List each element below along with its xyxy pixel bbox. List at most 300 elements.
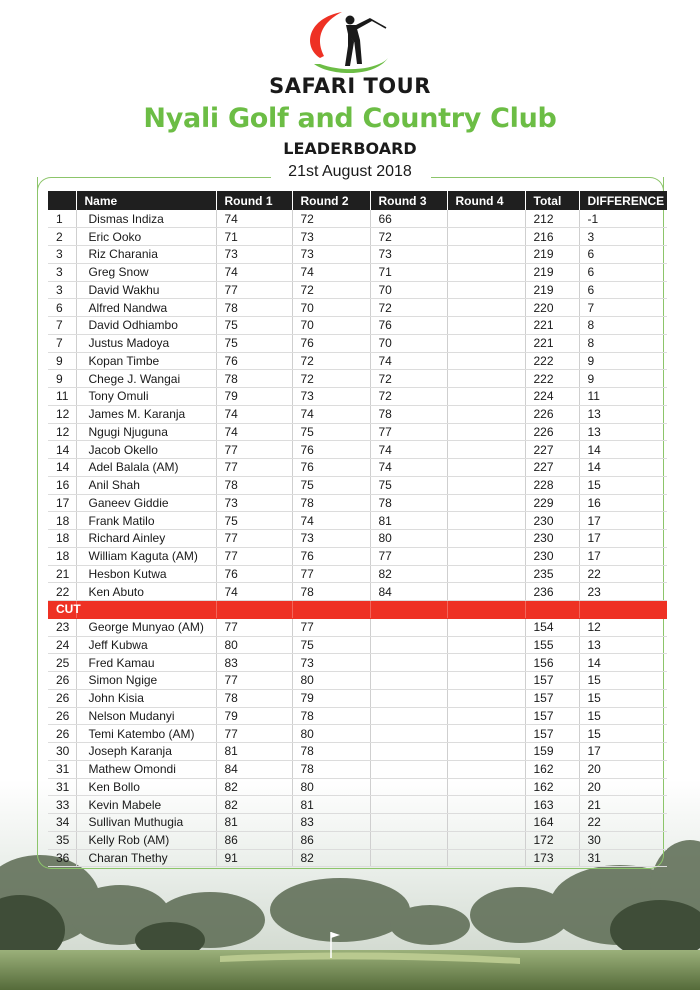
cell-difference: 17 xyxy=(579,743,667,761)
col-total: Total xyxy=(525,191,579,210)
cell-name: Temi Katembo (AM) xyxy=(76,725,216,743)
cell-difference: 6 xyxy=(579,281,667,299)
cell-difference: 13 xyxy=(579,636,667,654)
cell-round-2: 73 xyxy=(292,228,370,246)
table-row xyxy=(48,547,667,565)
cell-round-3: 78 xyxy=(370,405,447,423)
cell-round-1: 73 xyxy=(216,494,292,512)
cut-cell xyxy=(216,601,292,619)
cell-round-3 xyxy=(370,725,447,743)
cell-round-2: 75 xyxy=(292,636,370,654)
cell-round-3: 75 xyxy=(370,476,447,494)
cell-round-2: 73 xyxy=(292,530,370,548)
table-row xyxy=(48,565,667,583)
cell-round-3 xyxy=(370,743,447,761)
cell-round-2: 80 xyxy=(292,672,370,690)
cell-round-3 xyxy=(370,849,447,867)
cell-round-1: 78 xyxy=(216,476,292,494)
golfer-swing-logo-icon xyxy=(290,6,410,80)
cell-difference: 12 xyxy=(579,618,667,636)
cut-cell xyxy=(76,601,216,619)
cut-cell xyxy=(292,601,370,619)
cell-position: 12 xyxy=(48,423,76,441)
cell-position: 18 xyxy=(48,530,76,548)
cell-round-1: 78 xyxy=(216,689,292,707)
cell-total: 212 xyxy=(525,210,579,228)
cell-total: 157 xyxy=(525,689,579,707)
cell-round-2: 73 xyxy=(292,246,370,264)
table-row xyxy=(48,654,667,672)
frame-corner-left xyxy=(37,177,271,191)
cell-round-3 xyxy=(370,814,447,832)
cut-cell xyxy=(525,601,579,619)
cell-round-3 xyxy=(370,672,447,690)
cell-difference: 6 xyxy=(579,246,667,264)
cell-round-2: 73 xyxy=(292,654,370,672)
cell-round-1: 79 xyxy=(216,707,292,725)
cell-round-1: 78 xyxy=(216,299,292,317)
table-row xyxy=(48,441,667,459)
cell-round-1: 74 xyxy=(216,263,292,281)
cell-round-3: 74 xyxy=(370,352,447,370)
table-row xyxy=(48,689,667,707)
cell-round-2: 79 xyxy=(292,689,370,707)
cell-round-2: 73 xyxy=(292,388,370,406)
cell-round-3: 73 xyxy=(370,246,447,264)
cell-round-1: 71 xyxy=(216,228,292,246)
cell-difference: 16 xyxy=(579,494,667,512)
cell-round-4 xyxy=(447,547,525,565)
cell-name: David Wakhu xyxy=(76,281,216,299)
cell-round-4 xyxy=(447,352,525,370)
cell-round-4 xyxy=(447,423,525,441)
cell-round-3: 74 xyxy=(370,459,447,477)
cell-total: 219 xyxy=(525,281,579,299)
cell-round-1: 77 xyxy=(216,618,292,636)
cell-round-2: 75 xyxy=(292,423,370,441)
cell-name: Alfred Nandwa xyxy=(76,299,216,317)
cell-total: 154 xyxy=(525,618,579,636)
cell-round-4 xyxy=(447,814,525,832)
cell-total: 162 xyxy=(525,778,579,796)
cell-round-4 xyxy=(447,672,525,690)
cell-total: 224 xyxy=(525,388,579,406)
cell-difference: 3 xyxy=(579,228,667,246)
cell-total: 172 xyxy=(525,831,579,849)
cell-round-4 xyxy=(447,689,525,707)
cell-difference: 13 xyxy=(579,423,667,441)
cell-difference: 17 xyxy=(579,547,667,565)
cell-round-4 xyxy=(447,494,525,512)
cell-round-3 xyxy=(370,654,447,672)
cell-round-3: 66 xyxy=(370,210,447,228)
cell-round-1: 77 xyxy=(216,530,292,548)
cell-round-4 xyxy=(447,388,525,406)
cell-round-1: 80 xyxy=(216,636,292,654)
cell-round-2: 72 xyxy=(292,210,370,228)
cell-round-3: 72 xyxy=(370,388,447,406)
cell-total: 222 xyxy=(525,370,579,388)
cell-name: Ngugi Njuguna xyxy=(76,423,216,441)
cell-round-1: 82 xyxy=(216,796,292,814)
cell-name: Justus Madoya xyxy=(76,334,216,352)
cell-round-4 xyxy=(447,618,525,636)
cell-total: 173 xyxy=(525,849,579,867)
club-title: Nyali Golf and Country Club xyxy=(143,103,557,134)
cell-round-4 xyxy=(447,654,525,672)
cell-round-1: 76 xyxy=(216,352,292,370)
cell-difference: 6 xyxy=(579,263,667,281)
cell-difference: 15 xyxy=(579,707,667,725)
table-row xyxy=(48,263,667,281)
cell-round-3 xyxy=(370,778,447,796)
col-round-4: Round 4 xyxy=(447,191,525,210)
cell-position: 31 xyxy=(48,760,76,778)
table-row xyxy=(48,246,667,264)
table-row xyxy=(48,707,667,725)
col-difference: DIFFERENCE xyxy=(579,191,667,210)
cell-name: Fred Kamau xyxy=(76,654,216,672)
cell-round-2: 74 xyxy=(292,512,370,530)
cell-position: 18 xyxy=(48,547,76,565)
col-name: Name xyxy=(76,191,216,210)
cell-difference: 13 xyxy=(579,405,667,423)
cell-round-3 xyxy=(370,618,447,636)
cell-difference: 23 xyxy=(579,583,667,601)
cell-round-3: 77 xyxy=(370,423,447,441)
cell-position: 3 xyxy=(48,263,76,281)
cell-round-2: 74 xyxy=(292,263,370,281)
cell-round-4 xyxy=(447,831,525,849)
cell-round-2: 72 xyxy=(292,352,370,370)
cell-round-2: 70 xyxy=(292,299,370,317)
cell-name: Nelson Mudanyi xyxy=(76,707,216,725)
cell-round-3: 80 xyxy=(370,530,447,548)
cell-round-3: 76 xyxy=(370,317,447,335)
cell-round-3: 77 xyxy=(370,547,447,565)
cell-round-2: 78 xyxy=(292,583,370,601)
cell-round-3 xyxy=(370,831,447,849)
cell-position: 12 xyxy=(48,405,76,423)
cell-round-3 xyxy=(370,707,447,725)
cell-name: Kopan Timbe xyxy=(76,352,216,370)
cell-round-4 xyxy=(447,636,525,654)
cell-total: 220 xyxy=(525,299,579,317)
cell-name: Tony Omuli xyxy=(76,388,216,406)
table-row xyxy=(48,370,667,388)
cell-name: Kelly Rob (AM) xyxy=(76,831,216,849)
cell-round-2: 76 xyxy=(292,441,370,459)
cell-total: 156 xyxy=(525,654,579,672)
cell-round-2: 74 xyxy=(292,405,370,423)
table-row xyxy=(48,476,667,494)
cell-round-1: 73 xyxy=(216,246,292,264)
cell-round-1: 77 xyxy=(216,672,292,690)
cell-total: 219 xyxy=(525,263,579,281)
cell-round-4 xyxy=(447,281,525,299)
table-row xyxy=(48,281,667,299)
cell-position: 9 xyxy=(48,352,76,370)
cell-position: 1 xyxy=(48,210,76,228)
cell-round-1: 81 xyxy=(216,814,292,832)
cell-position: 7 xyxy=(48,334,76,352)
cell-round-1: 74 xyxy=(216,405,292,423)
cell-name: Riz Charania xyxy=(76,246,216,264)
cell-position: 11 xyxy=(48,388,76,406)
cell-position: 34 xyxy=(48,814,76,832)
cell-total: 226 xyxy=(525,405,579,423)
cell-round-4 xyxy=(447,743,525,761)
cell-round-4 xyxy=(447,476,525,494)
cell-position: 16 xyxy=(48,476,76,494)
brand-name: SAFARI TOUR xyxy=(269,74,431,98)
cell-round-4 xyxy=(447,725,525,743)
frame-corner-right xyxy=(431,177,664,191)
cell-round-1: 77 xyxy=(216,459,292,477)
cell-difference: 17 xyxy=(579,512,667,530)
cell-difference: 9 xyxy=(579,370,667,388)
cell-difference: 11 xyxy=(579,388,667,406)
cut-cell xyxy=(447,601,525,619)
table-row xyxy=(48,831,667,849)
cell-name: Sullivan Muthugia xyxy=(76,814,216,832)
cell-position: 33 xyxy=(48,796,76,814)
cell-total: 236 xyxy=(525,583,579,601)
cell-round-4 xyxy=(447,370,525,388)
cell-total: 230 xyxy=(525,530,579,548)
cell-position: 31 xyxy=(48,778,76,796)
cell-difference: 14 xyxy=(579,459,667,477)
table-row xyxy=(48,814,667,832)
cell-total: 229 xyxy=(525,494,579,512)
cell-position: 26 xyxy=(48,707,76,725)
cell-round-4 xyxy=(447,760,525,778)
cell-round-2: 80 xyxy=(292,725,370,743)
cell-name: Richard Ainley xyxy=(76,530,216,548)
cell-round-4 xyxy=(447,334,525,352)
cell-position: 17 xyxy=(48,494,76,512)
cell-position: 3 xyxy=(48,246,76,264)
cell-round-1: 76 xyxy=(216,565,292,583)
cell-round-3: 70 xyxy=(370,281,447,299)
table-row xyxy=(48,796,667,814)
cell-total: 164 xyxy=(525,814,579,832)
cell-round-2: 76 xyxy=(292,459,370,477)
col-round-3: Round 3 xyxy=(370,191,447,210)
cell-position: 14 xyxy=(48,441,76,459)
cell-round-4 xyxy=(447,317,525,335)
table-row xyxy=(48,512,667,530)
cell-round-2: 82 xyxy=(292,849,370,867)
table-row xyxy=(48,725,667,743)
cell-difference: 15 xyxy=(579,672,667,690)
cell-round-4 xyxy=(447,565,525,583)
cell-round-3: 81 xyxy=(370,512,447,530)
cell-name: James M. Karanja xyxy=(76,405,216,423)
cell-round-3: 78 xyxy=(370,494,447,512)
cell-round-1: 83 xyxy=(216,654,292,672)
cell-round-3: 71 xyxy=(370,263,447,281)
cell-name: Adel Balala (AM) xyxy=(76,459,216,477)
cell-total: 222 xyxy=(525,352,579,370)
cell-round-2: 81 xyxy=(292,796,370,814)
cell-round-4 xyxy=(447,530,525,548)
cell-total: 155 xyxy=(525,636,579,654)
cell-position: 23 xyxy=(48,618,76,636)
cell-round-2: 78 xyxy=(292,494,370,512)
cell-difference: 8 xyxy=(579,334,667,352)
table-row xyxy=(48,530,667,548)
cell-difference: 21 xyxy=(579,796,667,814)
cell-round-4 xyxy=(447,583,525,601)
cell-difference: 17 xyxy=(579,530,667,548)
table-row xyxy=(48,494,667,512)
cell-total: 157 xyxy=(525,707,579,725)
cell-round-3 xyxy=(370,796,447,814)
cell-name: Anil Shah xyxy=(76,476,216,494)
cell-position: 26 xyxy=(48,689,76,707)
cell-name: Jacob Okello xyxy=(76,441,216,459)
cell-round-1: 75 xyxy=(216,512,292,530)
cell-round-3: 84 xyxy=(370,583,447,601)
cell-difference: 9 xyxy=(579,352,667,370)
cell-round-1: 75 xyxy=(216,317,292,335)
cell-round-1: 79 xyxy=(216,388,292,406)
cut-cell xyxy=(579,601,667,619)
cell-total: 221 xyxy=(525,317,579,335)
cell-difference: 22 xyxy=(579,814,667,832)
cell-position: 26 xyxy=(48,672,76,690)
cell-round-2: 77 xyxy=(292,618,370,636)
cell-difference: 7 xyxy=(579,299,667,317)
cell-round-3: 72 xyxy=(370,228,447,246)
cell-name: Ken Bollo xyxy=(76,778,216,796)
table-row xyxy=(48,228,667,246)
cell-name: Joseph Karanja xyxy=(76,743,216,761)
page-title: LEADERBOARD xyxy=(283,139,417,158)
cell-position: 9 xyxy=(48,370,76,388)
cell-round-4 xyxy=(447,796,525,814)
cell-round-1: 77 xyxy=(216,281,292,299)
cell-round-2: 78 xyxy=(292,760,370,778)
cut-line-row xyxy=(48,601,667,619)
cell-total: 163 xyxy=(525,796,579,814)
table-header-row xyxy=(48,191,667,210)
cell-round-2: 76 xyxy=(292,334,370,352)
cell-round-2: 78 xyxy=(292,707,370,725)
cell-round-2: 80 xyxy=(292,778,370,796)
cell-difference: -1 xyxy=(579,210,667,228)
cell-round-1: 77 xyxy=(216,441,292,459)
cell-round-2: 75 xyxy=(292,476,370,494)
cell-name: Frank Matilo xyxy=(76,512,216,530)
cell-name: Charan Thethy xyxy=(76,849,216,867)
cell-round-1: 74 xyxy=(216,423,292,441)
col-round-2: Round 2 xyxy=(292,191,370,210)
cell-total: 157 xyxy=(525,672,579,690)
cell-round-4 xyxy=(447,405,525,423)
cell-difference: 15 xyxy=(579,476,667,494)
cell-difference: 22 xyxy=(579,565,667,583)
table-row xyxy=(48,459,667,477)
cell-difference: 14 xyxy=(579,654,667,672)
cell-round-4 xyxy=(447,512,525,530)
cell-name: Eric Ooko xyxy=(76,228,216,246)
cell-position: 2 xyxy=(48,228,76,246)
cell-round-4 xyxy=(447,441,525,459)
table-row xyxy=(48,849,667,867)
cell-round-4 xyxy=(447,778,525,796)
table-row xyxy=(48,778,667,796)
cell-round-2: 86 xyxy=(292,831,370,849)
cell-round-1: 77 xyxy=(216,725,292,743)
cell-round-1: 81 xyxy=(216,743,292,761)
table-row xyxy=(48,672,667,690)
cell-difference: 31 xyxy=(579,849,667,867)
cell-position: 26 xyxy=(48,725,76,743)
cell-round-1: 77 xyxy=(216,547,292,565)
cell-round-2: 77 xyxy=(292,565,370,583)
cell-total: 221 xyxy=(525,334,579,352)
table-row xyxy=(48,636,667,654)
cell-round-1: 91 xyxy=(216,849,292,867)
cell-position: 3 xyxy=(48,281,76,299)
table-row xyxy=(48,352,667,370)
cell-round-3: 72 xyxy=(370,299,447,317)
table-row xyxy=(48,388,667,406)
cell-position: 30 xyxy=(48,743,76,761)
cell-position: 22 xyxy=(48,583,76,601)
cell-total: 230 xyxy=(525,547,579,565)
cell-round-4 xyxy=(447,299,525,317)
table-row xyxy=(48,210,667,228)
cell-round-1: 74 xyxy=(216,210,292,228)
cell-round-4 xyxy=(447,210,525,228)
cell-name: Mathew Omondi xyxy=(76,760,216,778)
cell-round-4 xyxy=(447,263,525,281)
table-row xyxy=(48,334,667,352)
cell-round-3: 72 xyxy=(370,370,447,388)
cell-total: 228 xyxy=(525,476,579,494)
cell-name: Jeff Kubwa xyxy=(76,636,216,654)
cell-position: 14 xyxy=(48,459,76,477)
cell-difference: 30 xyxy=(579,831,667,849)
cell-total: 216 xyxy=(525,228,579,246)
cell-position: 25 xyxy=(48,654,76,672)
cell-total: 230 xyxy=(525,512,579,530)
cell-difference: 8 xyxy=(579,317,667,335)
cell-difference: 20 xyxy=(579,760,667,778)
cell-total: 157 xyxy=(525,725,579,743)
cell-position: 36 xyxy=(48,849,76,867)
cut-cell xyxy=(370,601,447,619)
table-row xyxy=(48,405,667,423)
cell-name: Hesbon Kutwa xyxy=(76,565,216,583)
cell-position: 21 xyxy=(48,565,76,583)
cell-round-3: 74 xyxy=(370,441,447,459)
cell-round-1: 75 xyxy=(216,334,292,352)
table-row xyxy=(48,423,667,441)
table-row xyxy=(48,317,667,335)
cell-round-3 xyxy=(370,636,447,654)
cell-name: Ken Abuto xyxy=(76,583,216,601)
event-date: 21st August 2018 xyxy=(288,163,412,180)
cell-difference: 20 xyxy=(579,778,667,796)
table-row xyxy=(48,743,667,761)
cell-round-3: 82 xyxy=(370,565,447,583)
cell-round-1: 86 xyxy=(216,831,292,849)
cell-position: 24 xyxy=(48,636,76,654)
